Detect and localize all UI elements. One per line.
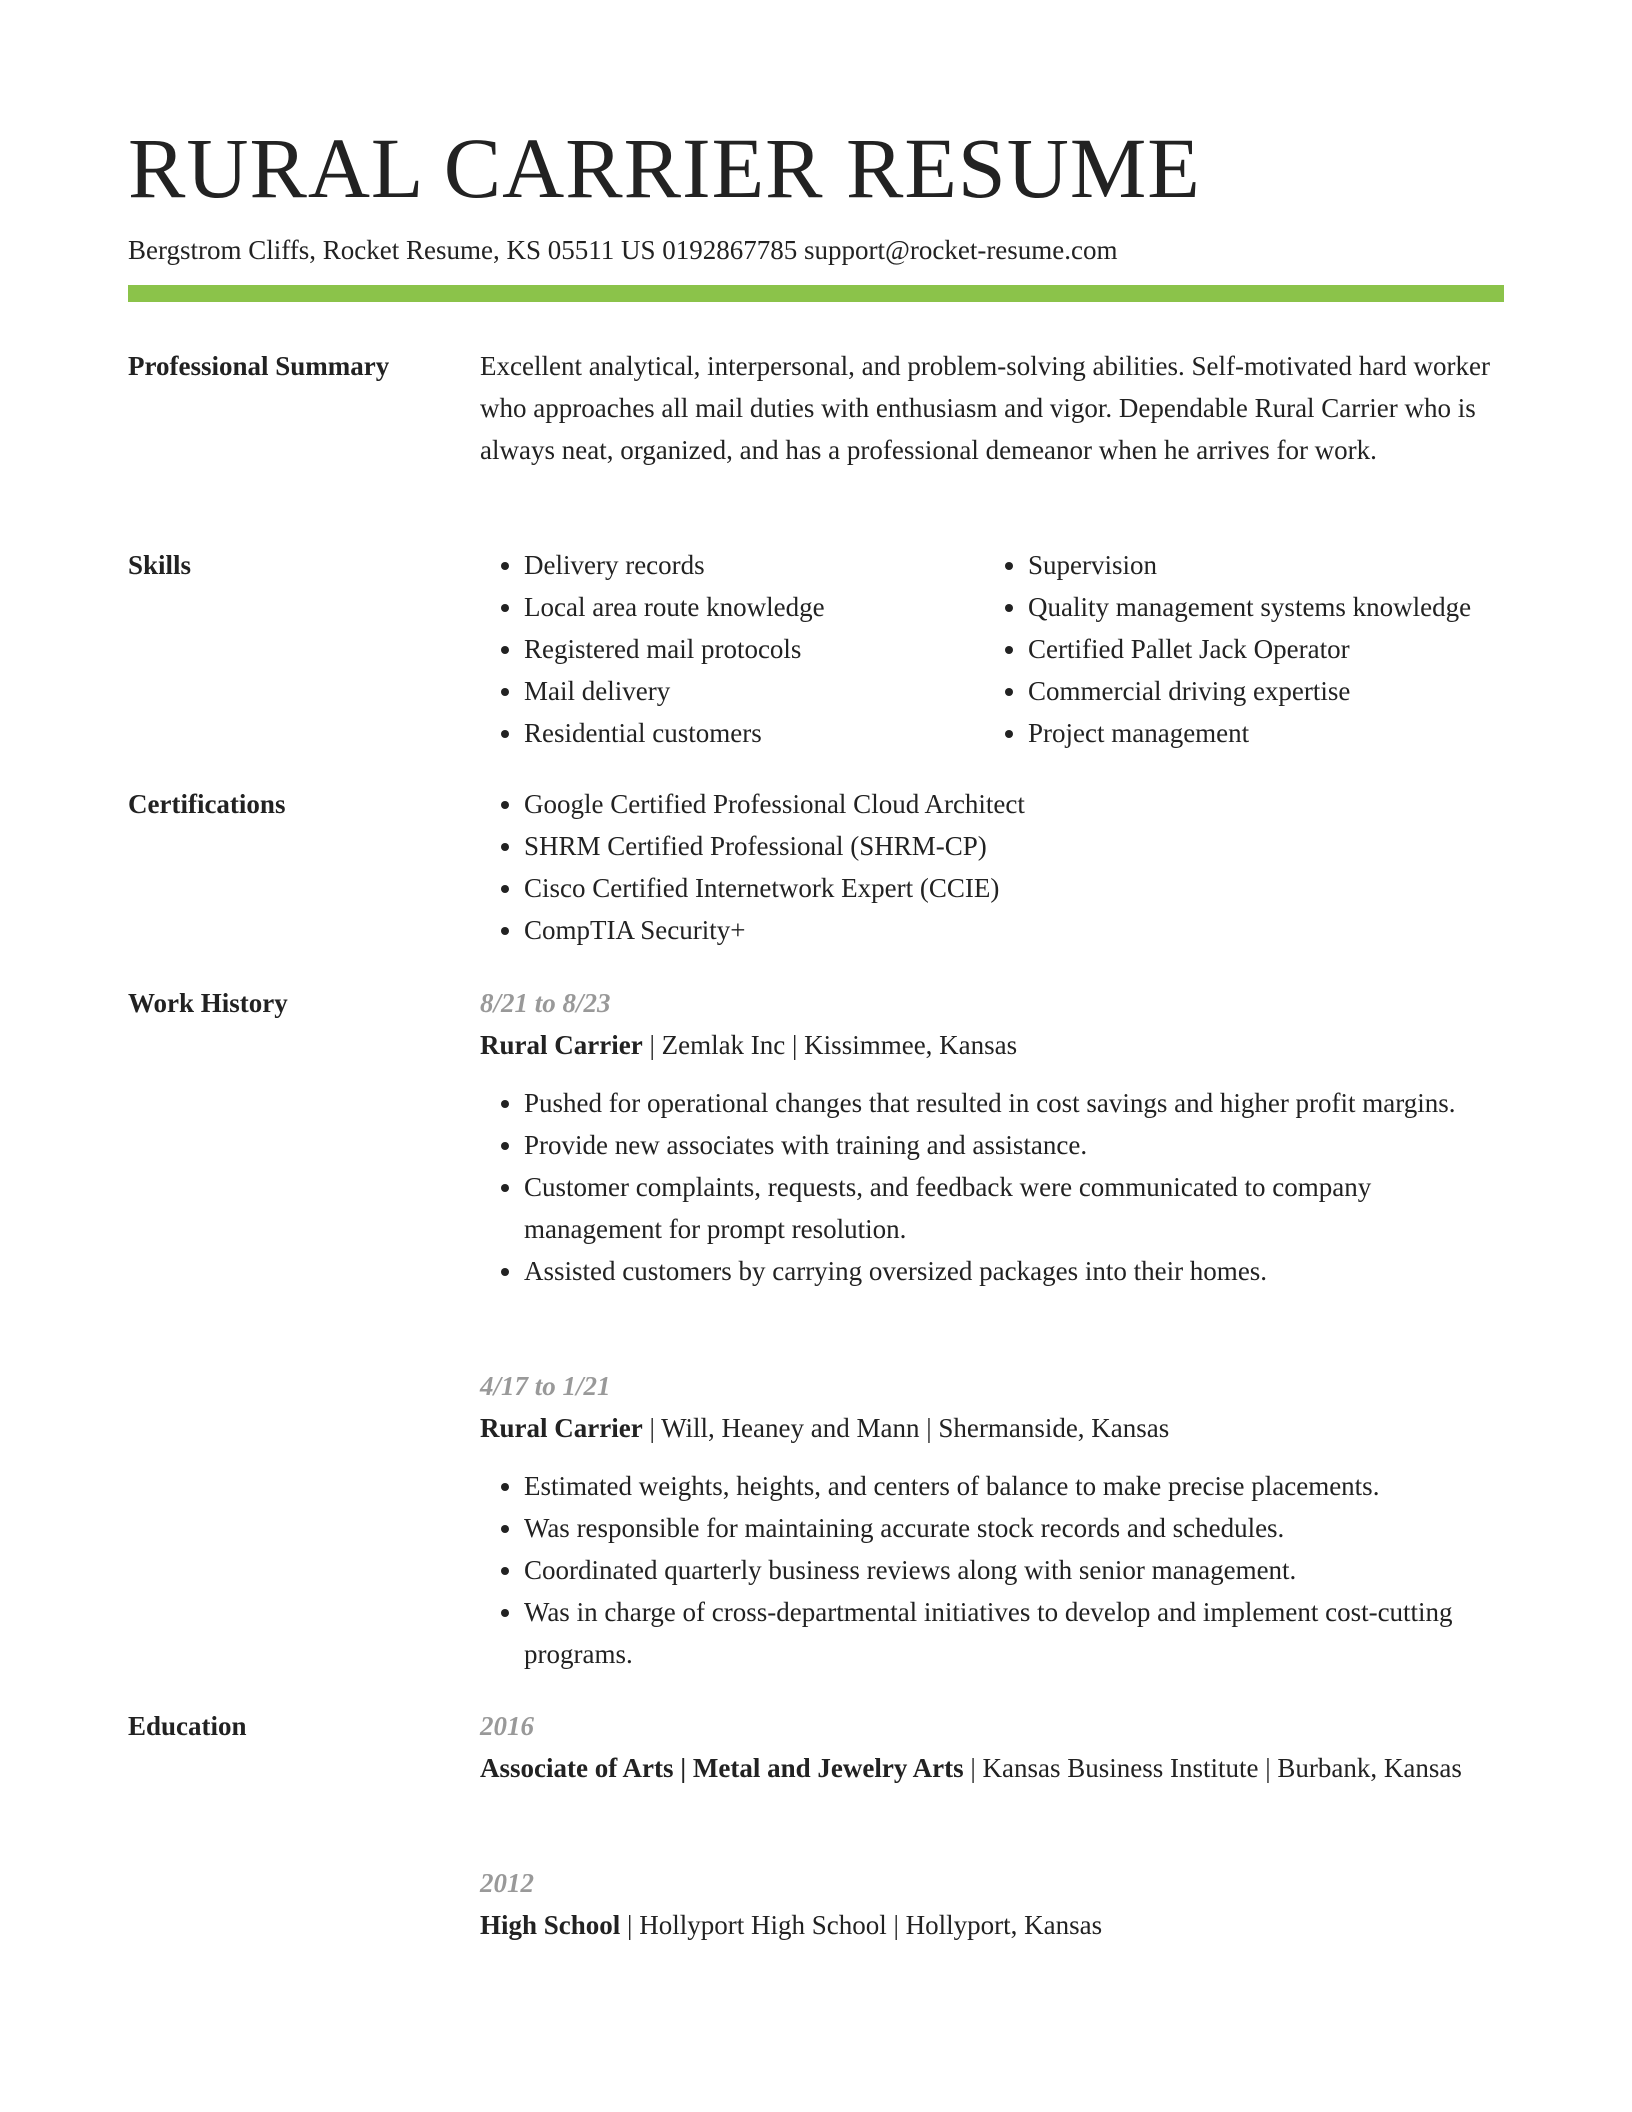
job-title: Rural Carrier	[480, 1413, 643, 1443]
job-bullet: • Provide new associates with training and assistance.	[524, 1124, 1504, 1166]
job-heading	[480, 1024, 1504, 1066]
job-bullet: • Was responsible for maintaining accurate stock records and schedules.	[524, 1507, 1504, 1549]
skill-item: • Project management	[1028, 712, 1558, 754]
education-year: 2012	[480, 1868, 534, 1898]
job-bullet: • Customer complaints, requests, and feedback were communicated to company management for prompt resolution.	[524, 1166, 1504, 1250]
job-details: | Will, Heaney and Mann | Shermanside, Kansas	[642, 1413, 1170, 1443]
certification-item: • CompTIA Security+	[524, 909, 1504, 951]
resume-title: RURAL CARRIER RESUME	[128, 120, 1201, 216]
job-entry	[480, 1365, 1504, 1675]
education-details: | Kansas Business Institute | Burbank, Kansas	[963, 1753, 1462, 1783]
skill-item: • Delivery records	[524, 544, 1028, 586]
skill-item: • Local area route knowledge	[524, 586, 1028, 628]
skills-label: Skills	[128, 550, 192, 580]
certifications-label: Certifications	[128, 789, 286, 819]
job-dates: 4/17 to 1/21	[480, 1371, 611, 1401]
skill-item: • Supervision	[1028, 544, 1558, 586]
certifications-list	[480, 783, 1504, 951]
accent-divider	[128, 285, 1504, 302]
job-title: Rural Carrier	[480, 1030, 643, 1060]
skill-item: • Quality management systems knowledge	[1028, 586, 1558, 628]
skill-item: • Commercial driving expertise	[1028, 670, 1558, 712]
education-heading	[480, 1904, 1504, 1946]
education-degree: Associate of Arts | Metal and Jewelry Arts	[480, 1753, 964, 1783]
education-entry	[480, 1862, 1504, 1946]
education-details: | Hollyport High School | Hollyport, Kansas	[620, 1910, 1103, 1940]
job-entry	[480, 982, 1504, 1292]
education-year: 2016	[480, 1711, 534, 1741]
education-label: Education	[128, 1711, 247, 1741]
certification-item: • Cisco Certified Internetwork Expert (CCIE)	[524, 867, 1504, 909]
job-heading	[480, 1407, 1504, 1449]
job-bullet: • Was in charge of cross-departmental initiatives to develop and implement cost-cutting programs.	[524, 1591, 1504, 1675]
job-bullet: • Pushed for operational changes that resulted in cost savings and higher profit margins.	[524, 1082, 1504, 1124]
skill-item: • Residential customers	[524, 712, 1028, 754]
job-details: | Zemlak Inc | Kissimmee, Kansas	[642, 1030, 1018, 1060]
job-bullet: • Coordinated quarterly business reviews along with senior management.	[524, 1549, 1504, 1591]
skills-list-left	[480, 544, 1028, 754]
skills-list-right	[984, 544, 1558, 754]
education-entry	[480, 1705, 1504, 1789]
job-bullet: • Assisted customers by carrying oversized packages into their homes.	[524, 1250, 1504, 1292]
education-degree: High School	[480, 1910, 621, 1940]
job-bullet-list	[480, 1465, 1504, 1675]
work-history-label: Work History	[128, 988, 288, 1018]
certification-item: • SHRM Certified Professional (SHRM-CP)	[524, 825, 1504, 867]
summary-text: Excellent analytical, interpersonal, and problem-solving abilities. Self-motivated hard worker who approaches all mail duties with enthusiasm and vigor. Dependable Rural Carrier who is always neat, organized, and has a professional demeanor when he arrives for work.	[480, 351, 1490, 465]
skill-item: • Certified Pallet Jack Operator	[1028, 628, 1558, 670]
contact-info: Bergstrom Cliffs, Rocket Resume, KS 05511 US 0192867785 support@rocket-resume.com	[128, 235, 1118, 265]
job-dates: 8/21 to 8/23	[480, 988, 611, 1018]
summary-label: Professional Summary	[128, 351, 390, 381]
job-bullet-list	[480, 1082, 1504, 1292]
skill-item: • Registered mail protocols	[524, 628, 1028, 670]
skill-item: • Mail delivery	[524, 670, 1028, 712]
education-heading	[480, 1747, 1504, 1789]
certification-item: • Google Certified Professional Cloud Architect	[524, 783, 1504, 825]
job-bullet: • Estimated weights, heights, and centers of balance to make precise placements.	[524, 1465, 1504, 1507]
